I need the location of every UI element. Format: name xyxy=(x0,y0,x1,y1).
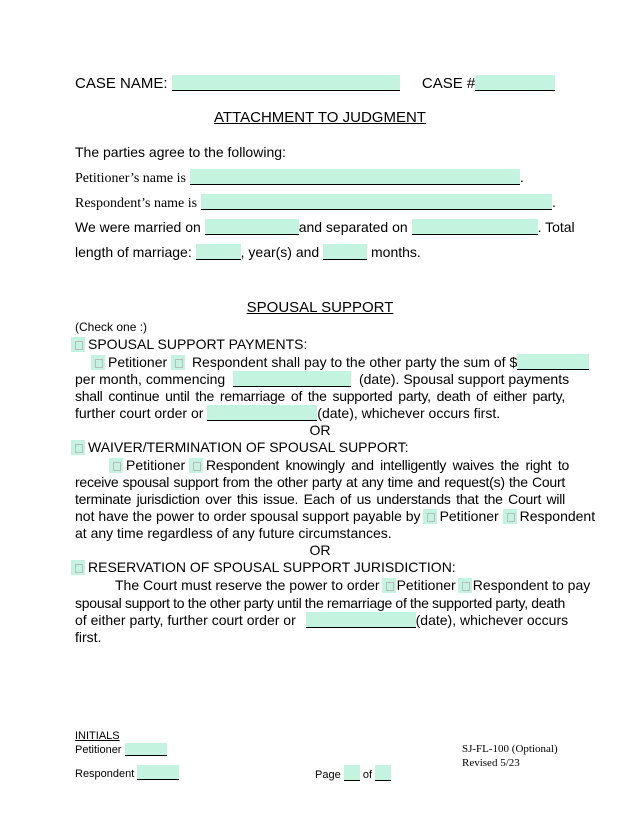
page-field[interactable] xyxy=(344,765,360,781)
opt3-line2: spousal support to the other party until the remarriage of the supported party, death xyxy=(75,595,565,611)
respondent-name-label: Respondent’s name is xyxy=(75,196,198,211)
opt1-heading xyxy=(71,336,561,353)
months-field[interactable] xyxy=(323,244,367,260)
total-label: . Total xyxy=(537,219,575,235)
opt2-line1-text: Respondent knowingly and intelligently waives the right to xyxy=(206,457,570,473)
opt3-l3b: (date), whichever occurs xyxy=(415,612,569,628)
opt3-petitioner-checkbox[interactable] xyxy=(382,578,396,593)
opt1-end-date-field[interactable] xyxy=(207,405,317,421)
respondent-initials-field[interactable] xyxy=(137,765,179,780)
check-one-label: (Check one :) xyxy=(75,320,148,334)
separation-date-field[interactable] xyxy=(412,219,538,235)
petitioner-name-label: Petitioner’s name is xyxy=(75,171,186,186)
or-divider-2: OR xyxy=(309,542,331,558)
opt2-petitioner-label: Petitioner xyxy=(126,457,186,473)
opt1-l2b: (date). Spousal support payments xyxy=(358,371,570,387)
opt2-line5: at any time regardless of any future circumstances. xyxy=(75,525,392,541)
opt2-respondent-checkbox[interactable] xyxy=(189,458,203,473)
opt1-line1 xyxy=(75,354,565,371)
page-number xyxy=(315,765,435,782)
opt3-l1a: The Court must reserve the power to order xyxy=(115,577,380,593)
respondent-name-line: Respondent’s name is . xyxy=(75,194,556,211)
opt1-line4 xyxy=(75,405,565,422)
opt3-date-field[interactable] xyxy=(306,612,416,628)
form-id: SJ-FL-100 (Optional) xyxy=(462,743,558,755)
opt2-heading xyxy=(71,439,561,456)
opt1-respondent-checkbox[interactable] xyxy=(171,355,185,370)
opt1-heading-text: SPOUSAL SUPPORT PAYMENTS: xyxy=(88,336,308,352)
opt1-line1-text: Respondent shall pay to the other party the sum of $ xyxy=(191,354,518,370)
opt3-heading xyxy=(71,559,561,576)
opt3-heading-text: RESERVATION OF SPOUSAL SUPPORT JURISDICTION: xyxy=(88,559,456,575)
opt1-petitioner-label: Petitioner xyxy=(108,354,168,370)
opt2-checkbox[interactable] xyxy=(71,440,85,455)
respondent-name-field[interactable] xyxy=(201,194,552,210)
married-label: We were married on xyxy=(75,219,201,235)
initials-label: INITIALS xyxy=(75,730,120,742)
opt1-l4a: further court order or xyxy=(75,405,204,421)
opt2-heading-text: WAIVER/TERMINATION OF SPOUSAL SUPPORT: xyxy=(88,439,409,455)
opt2-line2: receive spousal support from the other party at any time and request(s) the Court xyxy=(75,474,565,490)
opt2-line3: terminate jurisdiction over this issue. Each of us understands that the Court will xyxy=(75,491,565,507)
case-header xyxy=(75,75,565,92)
length-line xyxy=(75,244,565,261)
intro-text: The parties agree to the following: xyxy=(75,144,286,160)
opt2-line1 xyxy=(75,457,570,474)
opt3-l1p: Petitioner xyxy=(396,577,456,593)
petitioner-initials-field[interactable] xyxy=(125,743,167,756)
opt3-checkbox[interactable] xyxy=(71,560,85,575)
case-number-field[interactable] xyxy=(475,75,555,91)
opt1-l2a: per month, commencing xyxy=(75,371,226,387)
opt1-l4b: (date), whichever occurs first. xyxy=(317,405,501,421)
years-field[interactable] xyxy=(196,244,241,260)
opt2-line4 xyxy=(75,508,596,525)
opt2-petitioner-checkbox[interactable] xyxy=(109,458,123,473)
opt3-l3a: of either party, further court order or xyxy=(75,612,296,628)
opt1-line3: shall continue until the remarriage of the supported party, death of either party, xyxy=(75,388,565,404)
opt2-payable-respondent-checkbox[interactable] xyxy=(503,509,517,524)
revised-date: Revised 5/23 xyxy=(462,757,520,769)
opt3-l1r: Respondent to pay xyxy=(472,577,591,593)
opt2-l4p: Petitioner xyxy=(439,508,499,524)
section-title: SPOUSAL SUPPORT xyxy=(246,299,394,316)
respondent-initials-label: Respondent xyxy=(75,768,135,780)
years-label: , year(s) and xyxy=(240,244,320,260)
petitioner-name-line: Petitioner’s name is . xyxy=(75,169,524,186)
of-label: of xyxy=(362,769,373,781)
separated-label: and separated on xyxy=(298,219,408,235)
or-divider: OR xyxy=(309,422,331,438)
opt3-line3 xyxy=(75,612,569,629)
page-label: Page xyxy=(315,769,341,781)
petitioner-name-field[interactable] xyxy=(190,169,520,185)
opt2-payable-petitioner-checkbox[interactable] xyxy=(423,509,437,524)
opt1-petitioner-checkbox[interactable] xyxy=(91,355,105,370)
opt2-l4r: Respondent xyxy=(519,508,596,524)
page-title: ATTACHMENT TO JUDGMENT xyxy=(214,109,426,126)
months-label: months. xyxy=(371,244,421,260)
opt3-respondent-checkbox[interactable] xyxy=(458,578,472,593)
petitioner-initials-label: Petitioner xyxy=(75,744,122,756)
case-name-label: CASE NAME: xyxy=(75,75,168,92)
commencing-date-field[interactable] xyxy=(233,371,351,387)
case-name-field[interactable] xyxy=(172,75,400,91)
opt3-line4: first. xyxy=(75,629,102,645)
case-number-label: CASE # xyxy=(421,75,476,92)
opt1-checkbox[interactable] xyxy=(71,337,85,352)
marriage-date-field[interactable] xyxy=(205,219,299,235)
opt3-line1 xyxy=(75,577,591,594)
opt2-l4a: not have the power to order spousal support payable by xyxy=(75,508,421,524)
marriage-dates-line xyxy=(75,219,575,236)
amount-field[interactable] xyxy=(517,354,589,370)
opt1-line2 xyxy=(75,371,570,388)
page-total-field[interactable] xyxy=(375,765,391,781)
length-label: length of marriage: xyxy=(75,244,192,260)
